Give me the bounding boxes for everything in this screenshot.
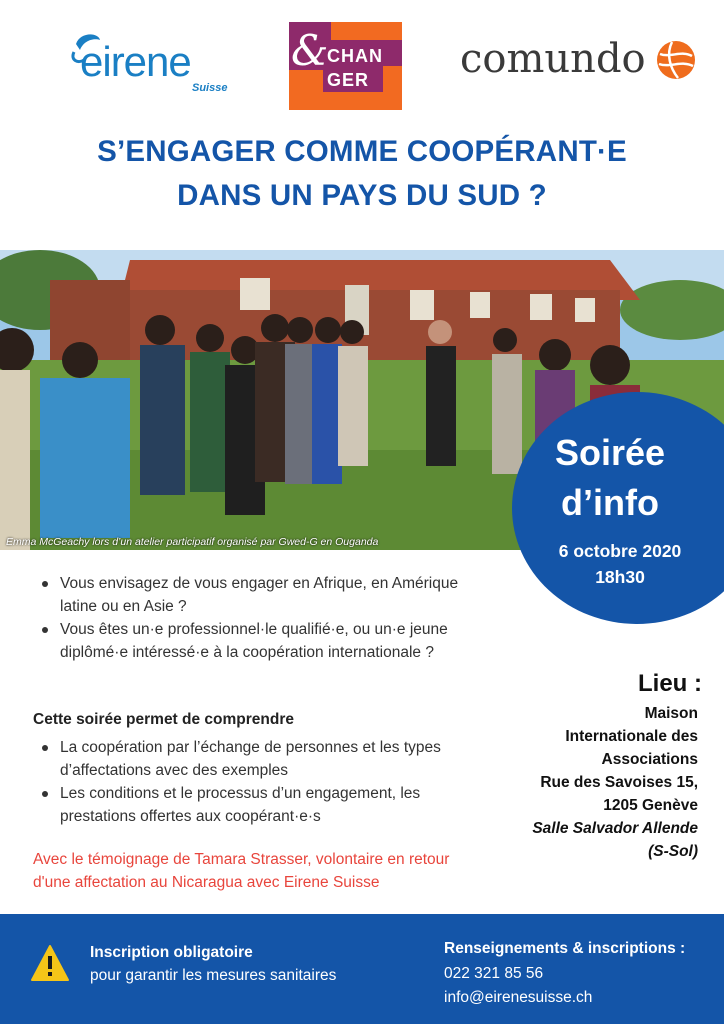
registration-heading: Inscription obligatoire xyxy=(90,944,253,961)
list-item: Les conditions et le processus d’un engagement, les prestations offertes aux coopérant·e·s xyxy=(38,782,488,828)
echanger-line1: CHAN xyxy=(327,46,383,66)
list-item: Vous êtes un·e professionnel·le qualifié·e, ou un·e jeune diplômé·e intéressé·e à la coopération internationale ? xyxy=(38,618,488,664)
info-heading: Renseignements & inscriptions : xyxy=(444,940,686,957)
event-title-line-2: d’info xyxy=(561,482,659,523)
purpose-list xyxy=(38,736,488,828)
purpose-heading: Cette soirée permet de comprendre xyxy=(33,711,295,728)
event-title-line-1: Soirée xyxy=(554,432,666,473)
intro-list xyxy=(38,572,488,664)
venue-line: 1205 Genève xyxy=(603,797,698,814)
list-item: Vous envisagez de vous engager en Afrique, en Amérique latine ou en Asie ? xyxy=(38,572,488,618)
contact-phone[interactable]: 022 321 85 56 xyxy=(444,965,544,982)
venue-room: Salle Salvador Allende xyxy=(532,820,698,837)
globe-icon xyxy=(656,40,696,80)
comundo-logo xyxy=(460,36,705,86)
page-title xyxy=(0,130,724,218)
echanger-logo xyxy=(289,22,402,110)
venue-floor: (S-Sol) xyxy=(648,843,698,860)
title-line-1: S’ENGAGER COMME COOPÉRANT·E xyxy=(97,135,627,168)
eirene-country: Suisse xyxy=(192,82,228,94)
photo-caption: Emma McGeachy lors d’un atelier participatif organisé par Gwed-G en Ouganda xyxy=(6,536,379,548)
venue-line: Associations xyxy=(601,751,698,768)
testimony-text: Avec le témoignage de Tamara Strasser, volontaire en retour d'une affectation au Nicaragua avec Eirene Suisse xyxy=(33,851,450,891)
venue-address xyxy=(468,702,698,863)
echanger-line2: GER xyxy=(327,70,370,90)
contact-email[interactable]: info@eirenesuisse.ch xyxy=(444,989,593,1006)
eirene-wordmark: eirene xyxy=(80,38,191,85)
list-item: La coopération par l’échange de personnes et les types d’affectations avec des exemples xyxy=(38,736,488,782)
eirene-logo xyxy=(70,28,230,98)
venue-heading: Lieu : xyxy=(638,670,702,697)
comundo-wordmark: comundo xyxy=(460,36,646,82)
venue-line: Maison xyxy=(644,705,698,722)
event-date: 6 octobre 2020 xyxy=(558,541,682,561)
venue-line: Internationale des xyxy=(565,728,698,745)
echanger-ampersand: & xyxy=(291,26,329,75)
event-time: 18h30 xyxy=(595,567,645,587)
venue-line: Rue des Savoises 15, xyxy=(540,774,698,791)
title-line-2: DANS UN PAYS DU SUD ? xyxy=(177,179,547,212)
warning-icon xyxy=(30,944,70,982)
registration-note: pour garantir les mesures sanitaires xyxy=(90,967,337,984)
